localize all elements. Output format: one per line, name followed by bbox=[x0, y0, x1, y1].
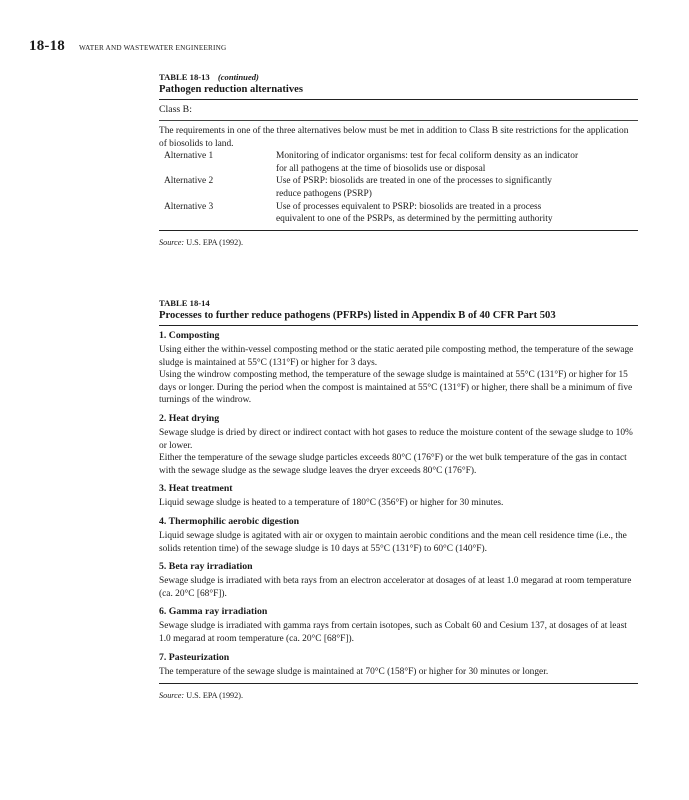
source-label: Source: bbox=[159, 237, 185, 247]
alternatives-list bbox=[159, 150, 638, 230]
process-text: Sewage sludge is irradiated with beta rays from an electron accelerator at dosages of at least 1.0 megarad at room temperature (ca. 20°C [68°F]). bbox=[159, 576, 632, 599]
alternative-line: reduce pathogens (PSRP) bbox=[276, 188, 372, 199]
source-label: Source: bbox=[159, 691, 185, 701]
process-text: Liquid sewage sludge is agitated with air or oxygen to maintain aerobic conditions and the mean cell residence time (i.e., the solids retention time) of the sewage sludge is 10 days at 55°C (131°F) to 60°C (140°F). bbox=[159, 530, 627, 554]
process-title: 4. Thermophilic aerobic digestion bbox=[159, 515, 300, 527]
process-thermophilic-aerobic-digestion bbox=[159, 515, 638, 555]
table-continued: (continued) bbox=[217, 72, 259, 82]
top-rule bbox=[159, 325, 638, 326]
alternative-label: Alternative 1 bbox=[164, 151, 214, 162]
process-composting bbox=[159, 329, 638, 407]
alternative-label: Alternative 3 bbox=[164, 201, 214, 212]
alternative-line: Use of processes equivalent to PSRP: biosolids are treated in a process bbox=[276, 201, 542, 212]
process-title: 6. Gamma ray irradiation bbox=[159, 606, 268, 618]
table-title: Processes to further reduce pathogens (PFRPs) listed in Appendix B of 40 CFR Part 503 bbox=[159, 310, 556, 321]
table-label: TABLE 18-14 bbox=[159, 298, 210, 308]
process-title: 5. Beta ray irradiation bbox=[159, 561, 253, 573]
class-label: Class B: bbox=[159, 104, 192, 115]
process-pasteurization bbox=[159, 651, 638, 684]
bottom-rule bbox=[159, 230, 638, 231]
source-text: U.S. EPA (1992). bbox=[186, 691, 244, 701]
process-title: 7. Pasteurization bbox=[159, 651, 230, 663]
table-18-13 bbox=[159, 72, 638, 248]
table-18-14 bbox=[159, 298, 638, 701]
table-label bbox=[159, 72, 638, 83]
page-number: 18-18 bbox=[29, 38, 65, 54]
alternative-line: equivalent to one of the PSRPs, as determined by the permitting authority bbox=[276, 214, 553, 225]
table-source bbox=[159, 237, 638, 248]
alternative-row bbox=[159, 150, 638, 175]
alternative-label: Alternative 2 bbox=[164, 176, 214, 187]
process-title: 1. Composting bbox=[159, 330, 220, 341]
alternative-line: Monitoring of indicator organisms: test for fecal coliform density as an indicator bbox=[276, 151, 579, 162]
alternative-row bbox=[159, 175, 638, 200]
process-text: Liquid sewage sludge is heated to a temperature of 180°C (356°F) or higher for 30 minutes. bbox=[159, 498, 504, 509]
process-text: Sewage sludge is irradiated with gamma rays from certain isotopes, such as Cobalt 60 and Cesium 137, at dosages of at least 1.0 megarad at room temperature (ca. 20°C [68°F]). bbox=[159, 621, 627, 644]
process-text: Using either the within-vessel composting method or the static aerated pile composting method, the temperature of the sewage sludge is maintained at 55°C (131°F) or higher for 3 days. bbox=[159, 345, 634, 368]
alternative-line: for all pathogens at the time of biosolids use or disposal bbox=[276, 163, 486, 174]
table-title: Pathogen reduction alternatives bbox=[159, 84, 303, 95]
process-text: The temperature of the sewage sludge is maintained at 70°C (158°F) or higher for 30 minutes or longer. bbox=[159, 666, 549, 677]
alternative-row bbox=[159, 201, 638, 226]
process-text: Either the temperature of the sewage sludge particles exceeds 80°C (176°F) or the wet bulk temperature of the gas in contact with the sewage sludge as the sewage sludge leaves the dryer exceeds 80°C (176°F). bbox=[159, 453, 627, 476]
source-text: U.S. EPA (1992). bbox=[186, 237, 244, 247]
process-title: 3. Heat treatment bbox=[159, 483, 233, 495]
bottom-rule bbox=[159, 683, 638, 684]
table-source bbox=[159, 690, 638, 701]
running-head: WATER AND WASTEWATER ENGINEERING bbox=[79, 44, 227, 52]
process-text: Using the windrow composting method, the temperature of the sewage sludge is maintained at 55°C (131°F) or higher for 15 days or longer. During the period when the compost is maintained at 55°C (131°F) or higher, there shall be a minimum of five turnings of the windrow. bbox=[159, 370, 633, 406]
process-title: 2. Heat drying bbox=[159, 412, 220, 424]
process-text: Sewage sludge is dried by direct or indirect contact with hot gases to reduce the moisture content of the sewage sludge to 10% or lower. bbox=[159, 427, 633, 451]
page-header bbox=[29, 38, 226, 55]
process-gamma-ray-irradiation bbox=[159, 605, 638, 645]
alternative-description bbox=[276, 150, 638, 175]
intro-text: The requirements in one of the three alternatives below must be met in addition to Class B site restrictions for the application of biosolids to land. bbox=[159, 126, 629, 149]
table-number: TABLE 18-13 bbox=[159, 72, 210, 82]
process-heat-treatment bbox=[159, 482, 638, 510]
alternative-line: Use of PSRP: biosolids are treated in one of the processes to significantly bbox=[276, 176, 552, 187]
process-beta-ray-irradiation bbox=[159, 560, 638, 600]
process-heat-drying bbox=[159, 412, 638, 477]
alternative-description bbox=[276, 175, 638, 200]
alternative-description bbox=[276, 201, 638, 226]
